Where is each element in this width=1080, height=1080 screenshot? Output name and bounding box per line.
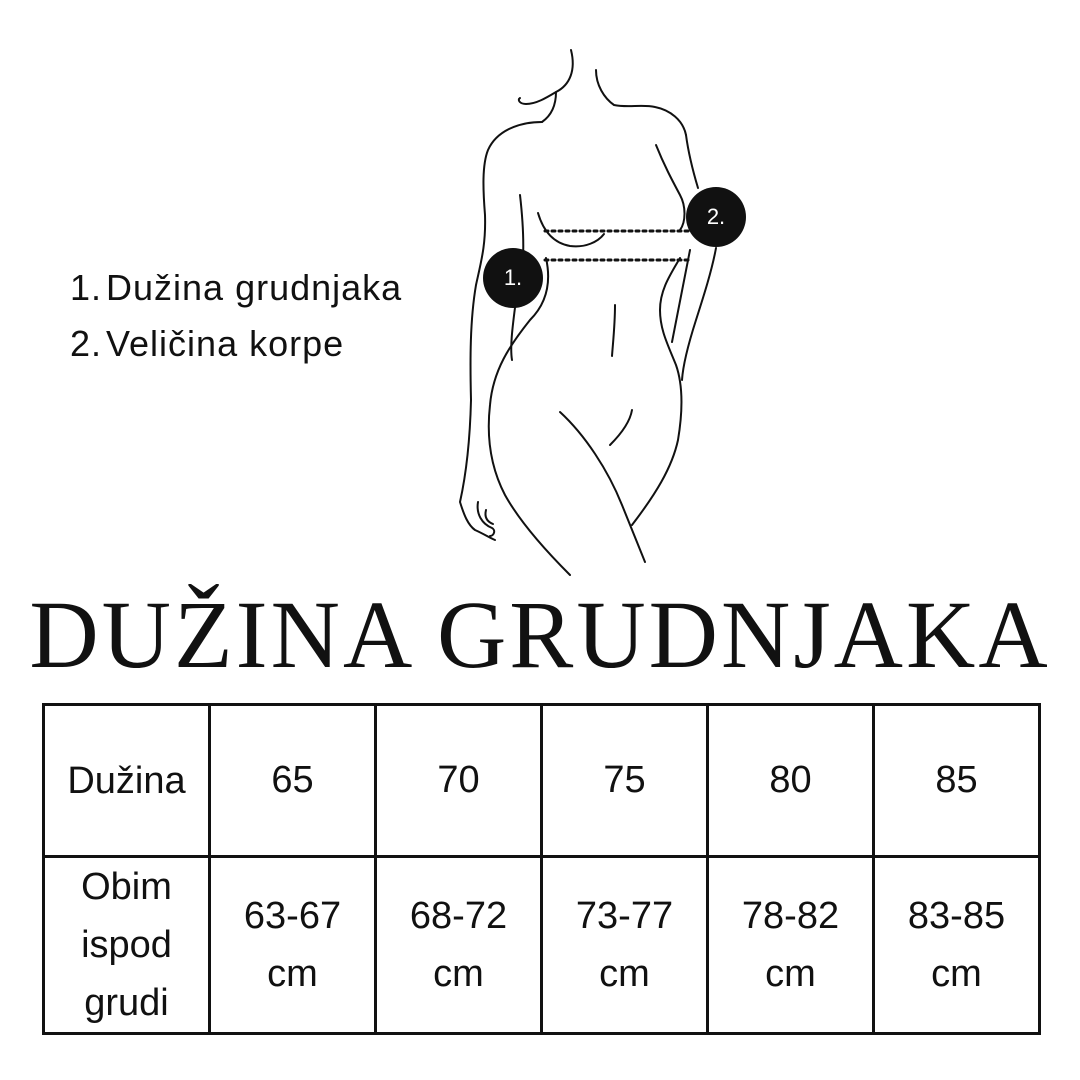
marker-label: 1. — [503, 265, 523, 290]
table-cell — [542, 857, 708, 1034]
page-title: DUŽINA GRUDNJAKA — [29, 581, 1051, 688]
measurement-legend — [62, 260, 402, 372]
table-cell: 85 — [874, 705, 1040, 857]
table-cell — [874, 857, 1040, 1034]
legend-label: Dužina grudnjaka — [106, 267, 403, 308]
legend-item-band-length — [62, 260, 402, 316]
unit-label: cm — [931, 953, 982, 995]
legend-number: 2. — [69, 323, 102, 364]
header-line: ispod — [81, 924, 172, 966]
marker-label: 2. — [706, 204, 726, 229]
range-value: 68-72 — [409, 895, 508, 937]
legend-label: Veličina korpe — [106, 323, 345, 364]
table-cell: 65 — [210, 705, 376, 857]
header-line: grudi — [84, 982, 169, 1024]
table-row — [44, 705, 1040, 857]
table-cell: 75 — [542, 705, 708, 857]
row-header-underbust — [44, 857, 210, 1034]
range-value: 78-82 — [741, 895, 840, 937]
table-cell — [708, 857, 874, 1034]
marker-cup-size — [686, 187, 746, 247]
marker-band-length — [483, 248, 543, 308]
range-value: 63-67 — [243, 895, 342, 937]
range-value: 83-85 — [907, 895, 1006, 937]
size-table — [42, 703, 1041, 1035]
table-cell — [210, 857, 376, 1034]
body-outline-illustration — [440, 40, 780, 580]
row-header-length: Dužina — [44, 705, 210, 857]
table-cell: 80 — [708, 705, 874, 857]
range-value: 73-77 — [575, 895, 674, 937]
table-cell: 70 — [376, 705, 542, 857]
unit-label: cm — [599, 953, 650, 995]
legend-number: 1. — [69, 267, 102, 308]
table-row — [44, 857, 1040, 1034]
unit-label: cm — [765, 953, 816, 995]
header-line: Obim — [81, 866, 172, 908]
table-cell — [376, 857, 542, 1034]
legend-item-cup-size — [62, 316, 402, 372]
unit-label: cm — [267, 953, 318, 995]
unit-label: cm — [433, 953, 484, 995]
